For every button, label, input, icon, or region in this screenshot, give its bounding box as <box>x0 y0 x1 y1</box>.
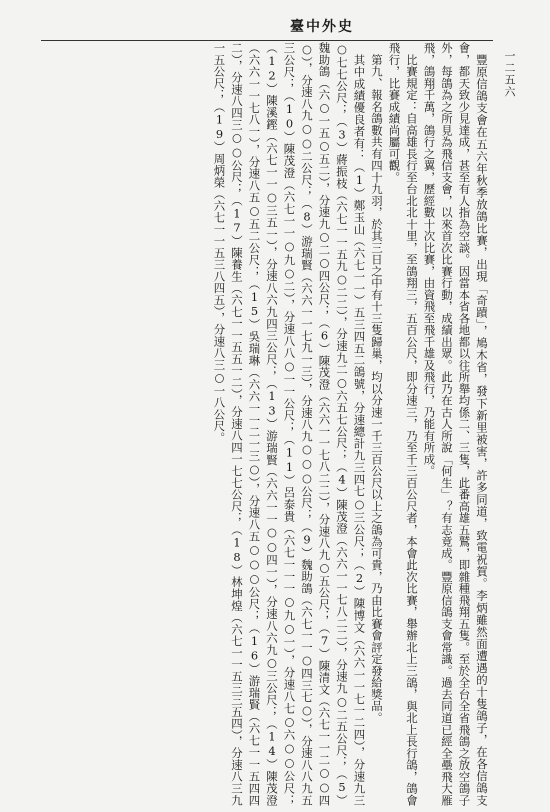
header-divider <box>41 40 493 41</box>
body-paragraph: 第九、報名鴿數共有四十九羽，於其三日之中有十三隻歸巢，均以分速一千三百公尺以上之鴿為可貴，乃由比賽會評定發給獎品。 <box>370 53 384 724</box>
body-paragraph: 比賽規定：自高雄長行至台北北十里，至鴿翔三，五百公尺，即分速三，乃至千三百公尺者，本會此次比賽，舉辦北上三鴿，與北上長行鴿，鴿會飛行，比賽成績尚屬可觀。 <box>387 42 419 806</box>
running-header-title: 臺中外史 <box>290 19 354 35</box>
page-number: 一二五六 <box>503 50 516 98</box>
body-paragraph: 豐原信鴿支會在五六年秋季放鴿比賽，出現「奇蹟」，鳩木省，發下新里被害，許多同道，致電祝賀。李炳雖然面遭遇的十隻鴿子，在各信鴿支會，都天致少見達成，甚至有人指為空談。因當本省各地都以往所舉均係二、三隻，此番高雄五鷲，即雜種飛翔五隻。至於全台全省飛鴿之放空鴿子外，每鴿為之所見為飛信支會，以來首次比賽行動，成績出眾。此乃在古人所說「何生」？有志竟成。豐原信鴿支會常識。過去同道已經全壘飛大雁飛，鴿翔千萬，鴿行之翼，歷經數十次比賽，由資飛至飛千雄及飛行，乃能有所成。 <box>422 42 489 806</box>
body-paragraph: 其中成績優良者有：（1）鄭玉山（六七一一）五三四五二鴿號，分速總計九三四七○三公尺；（2）陳博文（六六一一七一二四），分速九三○七七公尺；（3）蔣振枝（六七一一五九○二二），分速九二○六五七公尺；（4）陳茂澄（六六一一七八二二），分速九○二五公尺；（5）魏助鴿（六○一五○五二），分速九○二○四公尺；（6）陳茂澄（六六一一七八二二），分速八九○五公尺；（7）陳清文（六七一一二○○四○），分速八九○○二公尺；（8）游瑞賢（六六一一七九一三），分速八九○○○公尺；（9）魏助鴿（六七一一○四三七○），分速八八九五三公尺；（10）陳茂澄（六七一一○九○二），分速八八○一一公尺；（11）呂泰貴（六七一一一○九○一），分速八七○六○○公尺；（12）陳溪鏗（六七一一○三五一），分速八六九四三公尺；（13）游瑞賢（六六一一○○四一），分速八六九○三公尺；（14）陳茂澄（六六一一七八一），分速八五○五二公尺；（15）吳瑞琳（六六一一二一三○），分速八五○○○公尺；（16）游瑞賢（六七一一五四四二），分速八四三○○公尺；（17）陳養生（六七一一五五一二），分速八四一七七公尺；（18）林坤煌（六七一一五三三五四），分速八三九一五公尺；（19）周炳榮（六七一一五三八四五），分速八三○一八公尺。 <box>212 42 367 806</box>
vertical-body-text <box>32 42 490 806</box>
